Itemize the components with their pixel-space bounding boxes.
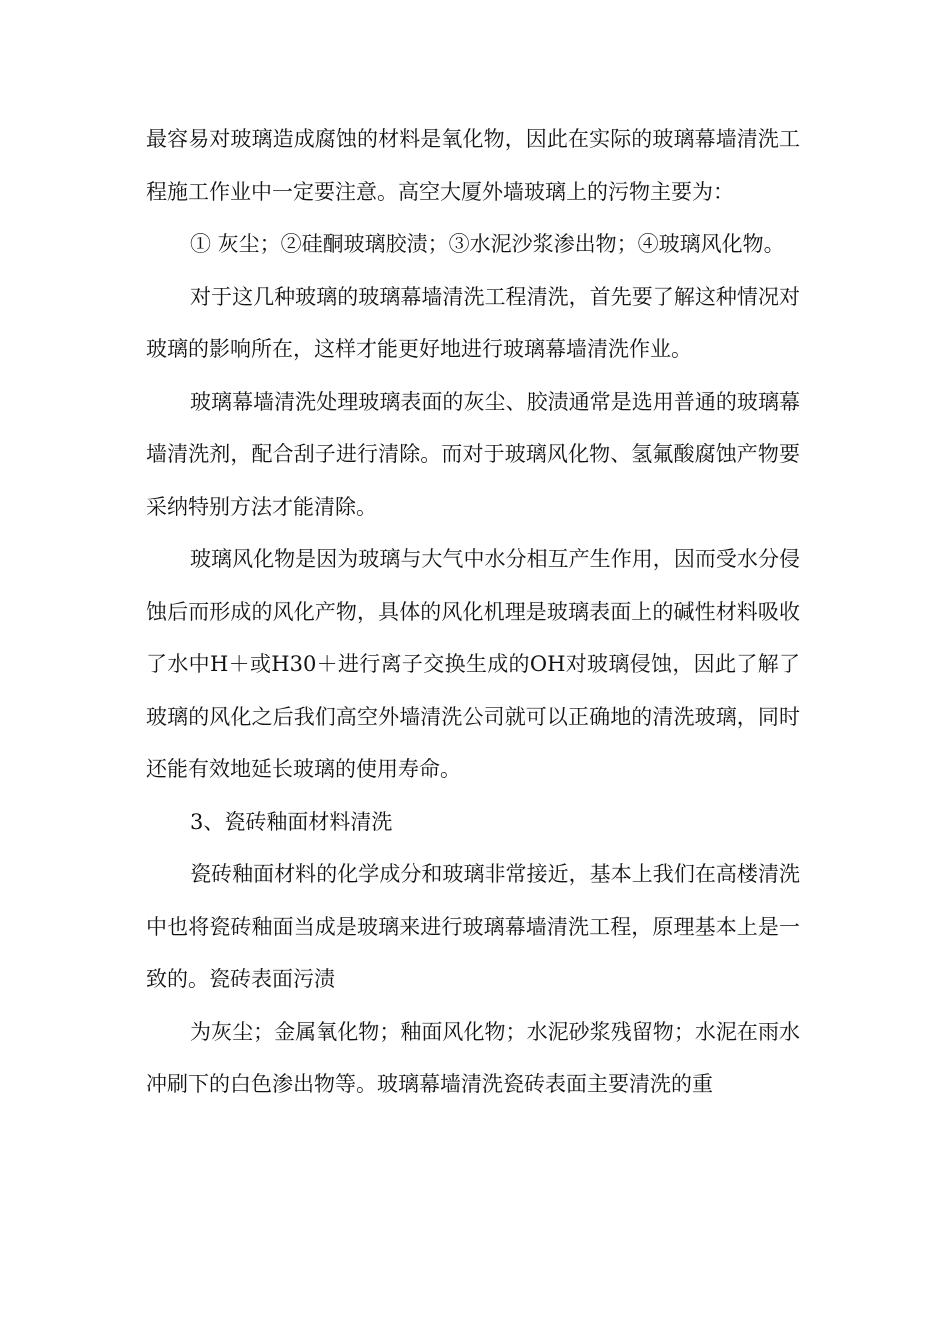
paragraph-6: 瓷砖釉面材料的化学成分和玻璃非常接近，基本上我们在高楼清洗中也将瓷砖釉面当成是玻璃来进行玻璃幕墙清洗工程，原理基本上是一致的。瓷砖表面污渍: [146, 862, 800, 991]
paragraph-5: 玻璃风化物是因为玻璃与大气中水分相互产生作用，因而受水分侵蚀后而形成的风化产物，具体的风化机理是玻璃表面上的碱性材料吸收了水中H＋或H30＋进行离子交换生成的OH对玻璃侵蚀，因此了解了玻璃的风化之后我们高空外墙清洗公司就可以正确地的清洗玻璃，同时还能有效地延长玻璃的使用寿命。: [146, 547, 800, 781]
paragraph-4: 玻璃幕墙清洗处理玻璃表面的灰尘、胶渍通常是选用普通的玻璃幕墙清洗剂，配合刮子进行清除。而对于玻璃风化物、氢氟酸腐蚀产物要采纳特别方法才能清除。: [146, 389, 800, 519]
paragraph-2: ① 灰尘；②硅酮玻璃胶渍；③水泥沙浆渗出物；④玻璃风化物。: [190, 232, 785, 256]
document-body: [146, 113, 800, 1111]
paragraph-7: 为灰尘；金属氧化物；釉面风化物；水泥砂浆残留物；水泥在雨水冲刷下的白色渗出物等。玻璃幕墙清洗瓷砖表面主要清洗的重: [146, 1019, 800, 1096]
paragraph-1: 最容易对玻璃造成腐蚀的材料是氧化物，因此在实际的玻璃幕墙清洗工程施工作业中一定要注意。高空大厦外墙玻璃上的污物主要为：: [146, 127, 800, 204]
paragraph-3: 对于这几种玻璃的玻璃幕墙清洗工程清洗，首先要了解这种情况对玻璃的影响所在，这样才能更好地进行玻璃幕墙清洗作业。: [146, 284, 800, 361]
section-heading: 3、瓷砖釉面材料清洗: [190, 809, 393, 834]
